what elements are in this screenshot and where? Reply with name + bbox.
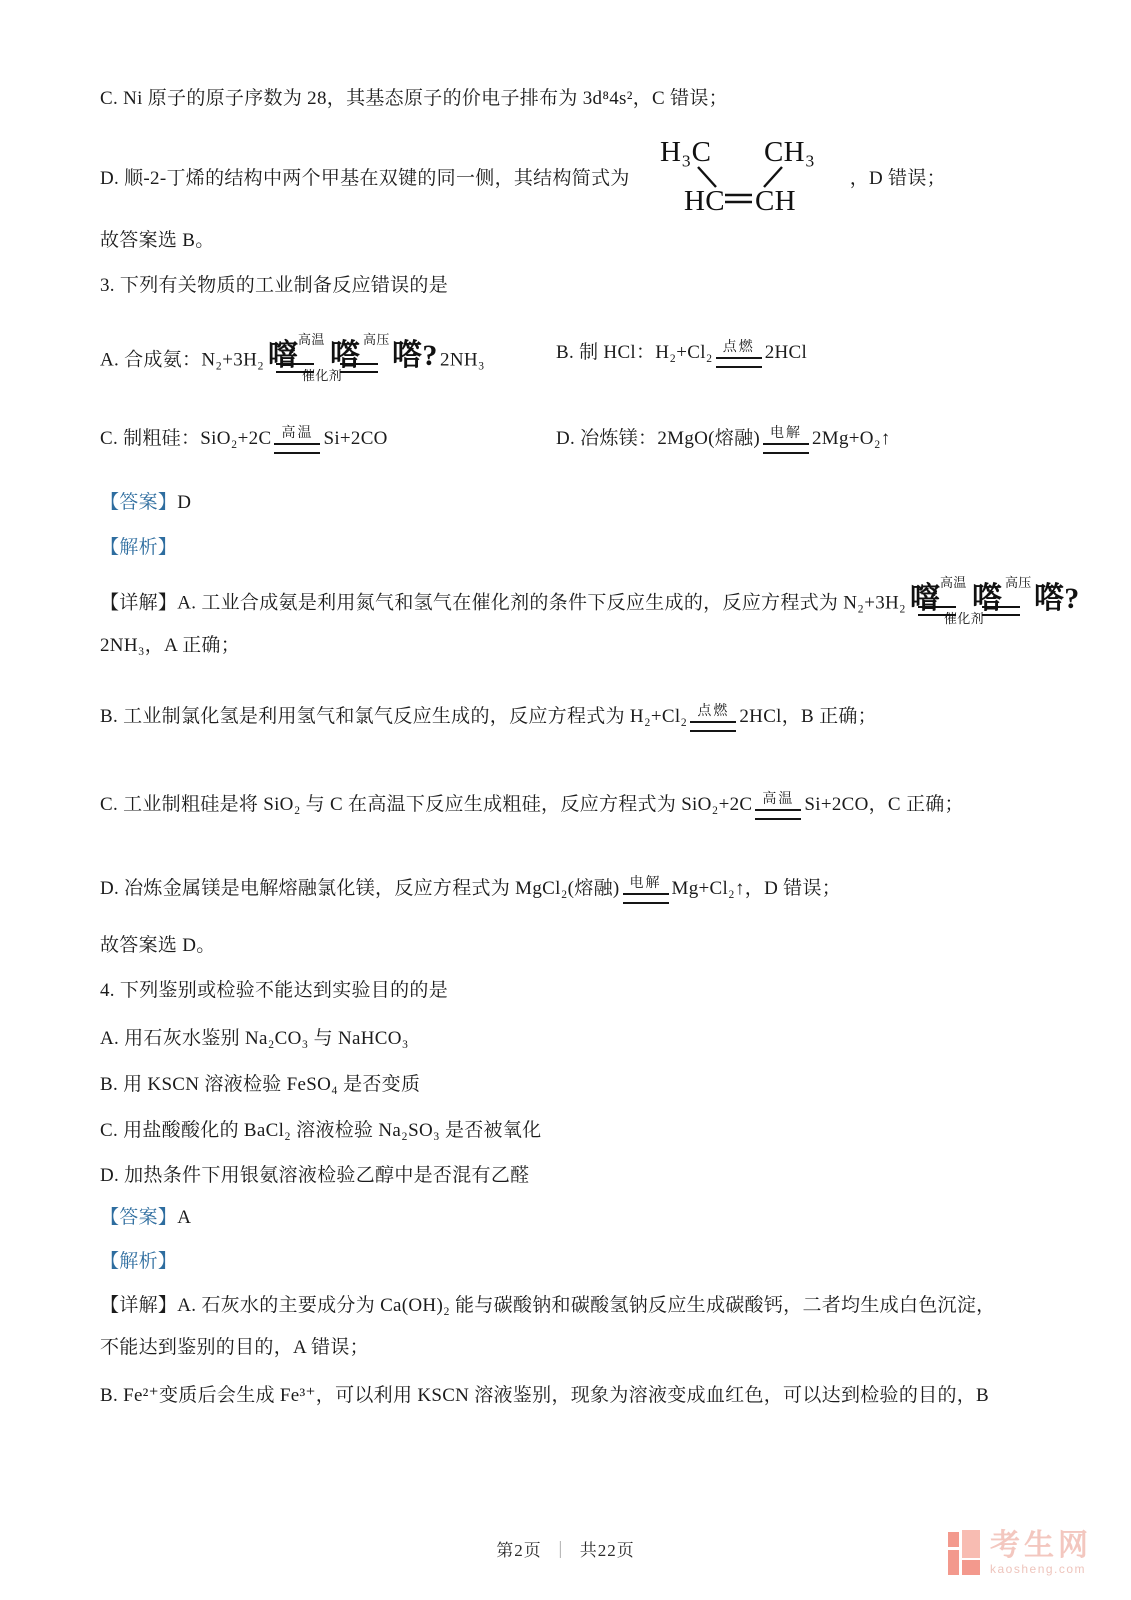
q2-option-d-text-pre: D. 顺-2-丁烯的结构中两个甲基在双键的同一侧，其结构简式为 <box>100 168 630 189</box>
q3-answer-line <box>100 488 191 518</box>
q3-detail-b-post: 2HCl，B 正确； <box>739 706 877 727</box>
kaosheng-logo-icon <box>948 1530 980 1575</box>
garbled-cond-catalyst: 催化剂 <box>943 611 984 626</box>
q3-detail-d-pre: D. 冶炼金属镁是电解熔融氯化镁，反应方程式为 MgCl₂(熔融) <box>100 878 620 899</box>
condition-label: 电解 <box>629 875 662 891</box>
garbled-equation <box>909 575 1080 627</box>
formula-methyl-right: CH₃ <box>763 136 815 168</box>
double-line <box>763 443 809 454</box>
q3-detail-d-post: Mg+Cl₂↑，D 错误； <box>671 878 842 899</box>
q4-detail-b <box>100 1381 989 1411</box>
q4-answer-line <box>100 1203 191 1233</box>
condition-label: 高温 <box>762 791 795 807</box>
q3-option-a <box>100 332 485 384</box>
q4-detail-a-text: 【详解】A. 石灰水的主要成分为 Ca(OH)₂ 能与碳酸钠和碳酸氢钠反应生成碳酸钙，二者均生成白色沉淀， <box>100 1295 996 1316</box>
double-line <box>716 357 762 368</box>
answer-tag: 【答案】 <box>100 492 178 513</box>
q3-option-b-pre: B. 制 HCl：H₂+Cl₂ <box>556 342 713 363</box>
q3-option-a-post: 2NH₃ <box>440 349 485 371</box>
reaction-equals-ignite <box>716 340 762 368</box>
garbled-char: 㗳? <box>1033 582 1080 615</box>
q4-option-b <box>100 1070 420 1100</box>
q4-option-c <box>100 1116 541 1146</box>
q4-option-b-text: B. 用 KSCN 溶液检验 FeSO₄ 是否变质 <box>100 1074 421 1095</box>
garbled-cond-high-pressure: 高压 <box>1004 575 1032 590</box>
answer-tag: 【答案】 <box>100 1207 178 1228</box>
garbled-cond-catalyst: 催化剂 <box>302 368 342 383</box>
q4-analysis-line <box>100 1247 177 1277</box>
q4-stem-text: 4. 下列鉴别或检验不能达到实验目的的是 <box>100 980 449 1001</box>
kaosheng-logo-text <box>990 1530 1092 1576</box>
condition-label: 点燃 <box>697 703 730 719</box>
q4-option-a-text: A. 用石灰水鉴别 Na₂CO₃ 与 NaHCO₃ <box>100 1028 409 1049</box>
garbled-char: 㗳 <box>971 582 1003 615</box>
q3-detail-a-cont <box>100 631 240 661</box>
garbled-cond-high-temp: 高温 <box>939 575 967 590</box>
q3-stem-text: 3. 下列有关物质的工业制备反应错误的是 <box>100 275 449 296</box>
reaction-equals-electrolysis <box>623 876 669 904</box>
reaction-equals-electrolysis <box>763 426 809 454</box>
q4-stem <box>100 976 448 1006</box>
reaction-equals-high-temp <box>274 426 320 454</box>
footer-separator: ｜ <box>551 1541 570 1560</box>
double-line <box>623 893 669 904</box>
reaction-equals-ignite <box>690 704 736 732</box>
q3-option-c <box>100 424 388 454</box>
watermark-brand: 考生网 <box>990 1529 1092 1562</box>
garbled-char: 㗳 <box>330 339 361 372</box>
garbled-cond-high-temp: 高温 <box>298 332 325 347</box>
q3-stem <box>100 271 448 301</box>
double-line <box>274 443 320 454</box>
q3-detail-a-cont-text: 2NH₃，A 正确； <box>100 635 240 656</box>
q3-detail-a <box>100 575 1082 627</box>
q3-detail-d <box>100 874 841 904</box>
q4-detail-b-text: B. Fe²⁺变质后会生成 Fe³⁺，可以利用 KSCN 溶液鉴别，现象为溶液变成血红色，可以达到检验的目的，B <box>100 1385 990 1406</box>
garbled-cond-high-pressure: 高压 <box>363 332 390 347</box>
formula-methyl-left: H₃C <box>659 136 711 168</box>
page-total: 共22页 <box>579 1541 635 1560</box>
q3-detail-b <box>100 702 877 732</box>
q3-option-c-post: Si+2CO <box>323 428 388 449</box>
q4-detail-a <box>100 1291 995 1321</box>
analysis-tag: 【解析】 <box>100 537 178 558</box>
q2-option-c-analysis <box>100 84 728 114</box>
analysis-tag: 【解析】 <box>100 1251 178 1272</box>
q4-detail-a-cont <box>100 1333 369 1363</box>
formula-hc: HC <box>683 185 725 217</box>
structural-formula-svg <box>634 130 846 218</box>
q3-analysis-line <box>100 533 177 563</box>
q4-option-a <box>100 1024 409 1054</box>
garbled-char: 㗳? <box>392 339 438 372</box>
q3-detail-c <box>100 790 964 820</box>
q3-option-b-post: 2HCl <box>764 342 808 363</box>
double-line <box>690 721 736 732</box>
q3-conclusion-text: 故答案选 D。 <box>100 935 216 956</box>
condition-label: 点燃 <box>722 339 755 355</box>
q4-detail-a-cont-text: 不能达到鉴别的目的，A 错误； <box>100 1337 369 1358</box>
garbled-char: 噾 <box>909 582 941 615</box>
condition-label: 电解 <box>770 425 802 441</box>
q3-conclusion <box>100 931 216 961</box>
q3-option-d-pre: D. 冶炼镁：2MgO(熔融) <box>556 428 760 449</box>
q2-conclusion <box>100 226 215 256</box>
q2-option-c-text: C. Ni 原子的原子序数为 28，其基态原子的价电子排布为 3d⁸4s²，C 错误； <box>100 88 728 109</box>
q3-option-c-pre: C. 制粗硅：SiO₂+2C <box>100 428 272 449</box>
q3-option-d-post: 2Mg+O₂↑ <box>812 428 891 449</box>
q4-answer-value: A <box>177 1207 192 1228</box>
q4-option-d-text: D. 加热条件下用银氨溶液检验乙醇中是否混有乙醛 <box>100 1165 530 1186</box>
q3-detail-c-post: Si+2CO，C 正确； <box>804 794 964 815</box>
q3-detail-c-pre: C. 工业制粗硅是将 SiO₂ 与 C 在高温下反应生成粗硅，反应方程式为 SiO₂+2C <box>100 794 753 815</box>
q3-option-a-pre: A. 合成氨：N₂+3H₂ <box>100 349 265 371</box>
reaction-equals-high-temp <box>755 792 801 820</box>
q3-detail-a-text: 【详解】A. 工业合成氨是利用氮气和氢气在催化剂的条件下反应生成的，反应方程式为 N₂+3H₂ <box>100 592 906 614</box>
kaosheng-watermark <box>948 1530 1092 1576</box>
double-line <box>755 809 801 820</box>
q2-option-d-analysis <box>100 130 946 228</box>
condition-label: 高温 <box>281 425 314 441</box>
cis-2-butene-structure <box>634 130 846 228</box>
watermark-domain: kaosheng.com <box>990 1562 1087 1576</box>
q3-answer-value: D <box>177 492 192 513</box>
formula-ch: CH <box>754 185 796 217</box>
q3-option-b <box>556 338 807 368</box>
q4-option-c-text: C. 用盐酸酸化的 BaCl₂ 溶液检验 Na₂SO₃ 是否被氧化 <box>100 1120 542 1141</box>
q2-option-d-text-post: ，D 错误； <box>849 168 946 189</box>
q4-option-d <box>100 1161 529 1191</box>
q3-option-d <box>556 424 891 454</box>
page-number: 第2页 <box>496 1541 542 1560</box>
q3-detail-b-pre: B. 工业制氯化氢是利用氢气和氯气反应生成的，反应方程式为 H₂+Cl₂ <box>100 706 688 727</box>
garbled-char: 噾 <box>268 339 299 372</box>
garbled-equation <box>268 332 438 384</box>
q2-conclusion-text: 故答案选 B。 <box>100 230 215 251</box>
